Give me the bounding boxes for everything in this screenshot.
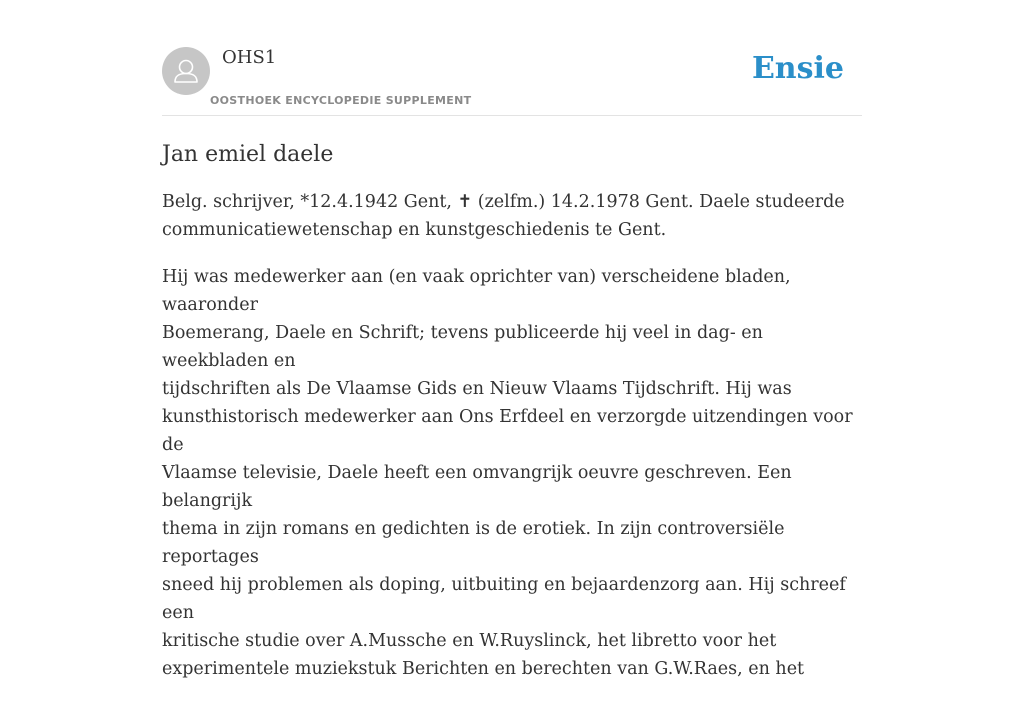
source-label: OOSTHOEK ENCYCLOPEDIE SUPPLEMENT (210, 94, 472, 107)
article-title: Jan emiel daele (162, 142, 334, 167)
user-icon (162, 47, 210, 95)
article (162, 140, 862, 702)
article-paragraph: Belg. schrijver, *12.4.1942 Gent, ✝ (zelfm.) 14.2.1978 Gent. Daele studeerde communicatiewetenschap en kunstgeschiedenis te Gent. (162, 192, 845, 240)
ensie-logo[interactable]: Ensie (751, 51, 844, 86)
contributor-header (162, 0, 862, 116)
avatar[interactable] (162, 47, 210, 95)
contributor-name[interactable]: OHS1 (222, 47, 277, 68)
article-paragraph: Hij was medewerker aan (en vaak oprichter van) verscheidene bladen, waaronder Boemerang, Daele en Schrift; tevens publiceerde hij veel in dag- en weekbladen en tijdschriften als De Vlaamse Gids en Nieuw Vlaams Tijdschrift. Hij was kunsthistorisch medewerker aan Ons Erfdeel en verzorgde uitzendingen voor de Vlaamse televisie, Daele heeft een omvangrijk oeuvre geschreven. Een belangrijk thema in zijn romans en gedichten is de erotiek. In zijn controversiële reportages sneed hij problemen als doping, uitbuiting en bejaardenzorg aan. Hij schreef een kritische studie over A.Mussche en W.Ruyslinck, het libretto voor het experimentele muziekstuk Berichten en berechten van G.W.Raes, en het (162, 267, 853, 679)
